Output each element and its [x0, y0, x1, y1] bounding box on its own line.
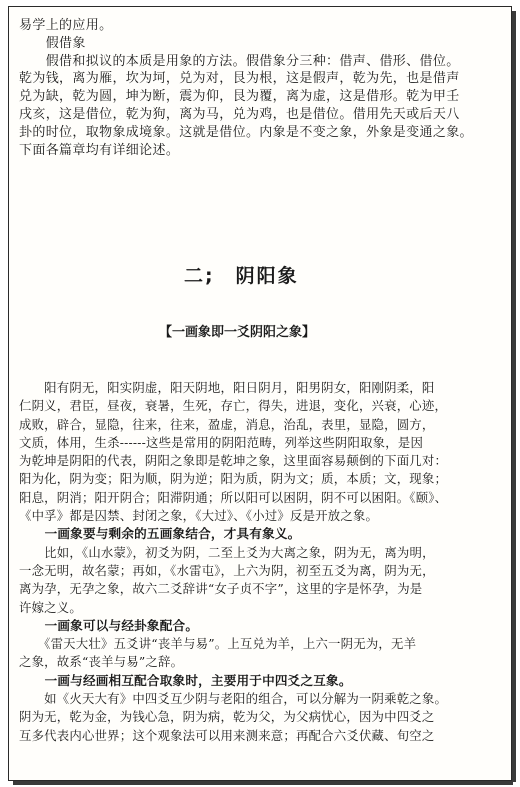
text-line: 一念无明，故名蒙；再如，《水雷屯》，上六为阴，初至五爻为离，阴为无，	[19, 562, 435, 578]
section-heading-text: 二; 阴阳象	[184, 265, 299, 287]
text-line: 仁阴义，君臣，昼夜，衰暑，生死，存亡，得失，进退，变化，兴衰，心迹，	[19, 398, 448, 414]
text-line: 假借和拟议的本质是用象的方法。假借象分三种：借声、借形、借位。	[19, 53, 460, 69]
subsection-heading-text: 【一画象即一爻阴阳之象】	[159, 325, 316, 340]
text-line: 乾为钱，离为雁，坎为坷，兑为对，艮为根，这是假声，乾为先，也是借声	[19, 71, 460, 87]
text-line: 离为孕，无孕之象，故六二爻辞讲“女子贞不字”，这里的字是怀孕，为是	[19, 581, 423, 597]
text-line: 文质，体用，生杀------这些是常用的阴阳范畴，列举这些阴阳取象，是因	[19, 434, 424, 450]
text-line: 之象，故系“丧羊与易”之辞。	[19, 654, 184, 670]
text-line: 阳为化，阴为变；阳为顺，阴为逆；阳为质，阴为文；质，本质；文，现象；	[19, 471, 448, 487]
paragraph-block-yinyang	[19, 379, 503, 745]
text-line: 假借象	[19, 35, 86, 51]
text-line: 《雷天大壮》五爻讲“丧羊与易”。上互兑为羊，上六一阴无为，无羊	[19, 636, 417, 652]
text-line: 戌亥，这是借位，乾为狗，离为马，兑为鸡，也是借位。借用先天或后天八	[19, 106, 460, 122]
text-line: 互多代表内心世界；这个观象法可以用来测来意；再配合六爻伏藏、旬空之	[19, 727, 435, 743]
text-line: 阴为无，乾为金，为钱心急，阴为病，乾为父，为父病忧心，因为中四爻之	[19, 709, 435, 725]
text-line: 为乾坤是阴阳的代表，阴阳之象即是乾坤之象，这里面容易颠倒的下面几对：	[19, 453, 448, 469]
text-line: 如《火天大有》中四爻互少阴与老阳的组合，可以分解为一阴乘乾之象。	[19, 691, 448, 707]
text-line: 易学上的应用。	[19, 18, 113, 33]
text-line: 《中孚》都是囚禁、封闭之象，《大过》、《小过》反是开放之象。	[19, 508, 379, 524]
text-line: 卦的时位，取物象成境象。这就是借位。内象是不变之象，外象是变通之象。	[19, 124, 473, 140]
bold-paragraph-line: 一画象要与剩余的五画象结合，才具有象义。	[19, 526, 301, 542]
text-line: 兑为缺，乾为圆，坤为断，震为仰，艮为覆，离为虚，这是借形。乾为甲壬	[19, 89, 460, 105]
text-line: 比如，《山水蒙》，初爻为阴，二至上爻为大离之象，阴为无，离为明，	[19, 544, 435, 560]
document-page	[8, 6, 512, 781]
text-line: 成败，辟合，显隐，往来，往来，盈虚，消息，治乱，表里，显隐，圆方，	[19, 416, 435, 432]
text-line: 下面各篇章均有详细论述。	[19, 142, 180, 158]
paragraph-block-intro	[19, 17, 503, 159]
bold-paragraph-line: 一画象可以与经卦象配合。	[19, 617, 199, 633]
text-line: 阳息，阴消；阳开阴合；阳滞阴通；所以阳可以困阴，阴不可以困阳。《颐》、	[19, 489, 448, 505]
text-line: 阳有阴无，阳实阴虚，阳天阴地，阳日阴月，阳男阴女，阳刚阴柔，阳	[19, 380, 435, 395]
text-line: 许嫁之义。	[19, 599, 82, 615]
bold-paragraph-line: 一画与经画相互配合取象时，主要用于中四爻之互象。	[19, 672, 352, 688]
